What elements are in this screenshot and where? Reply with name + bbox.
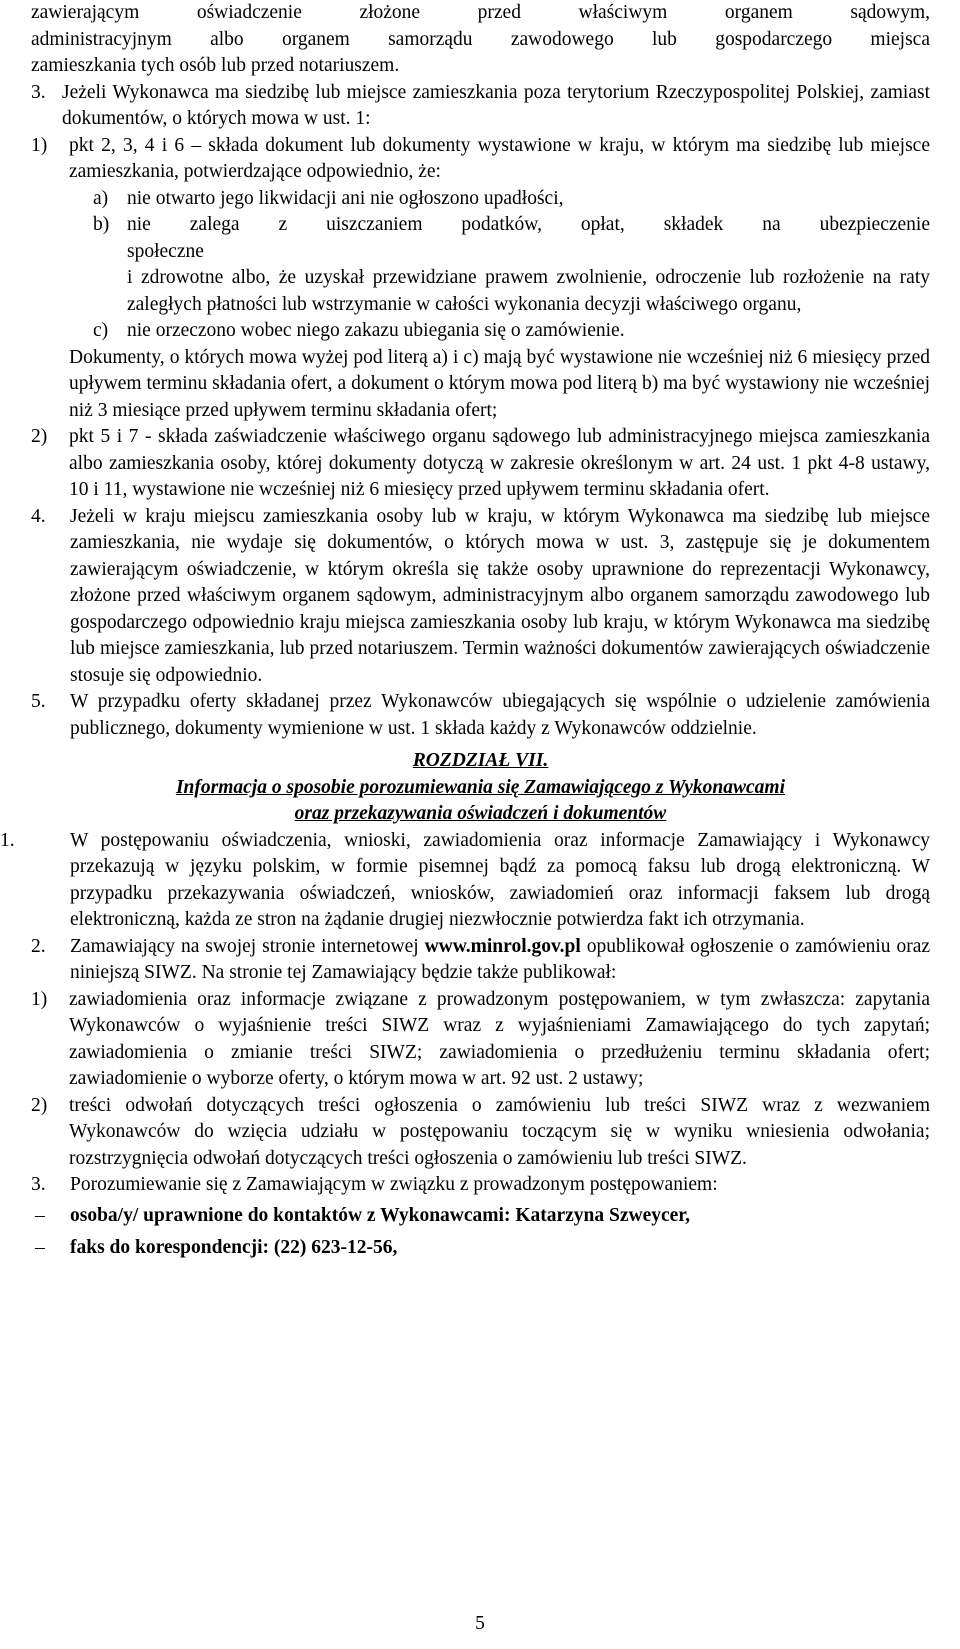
- chapter-subtitle: Informacja o sposobie porozumiewania się Zamawiającego z Wykonawcami: [175, 776, 786, 798]
- section-text-pre: Zamawiający na swojej stronie internetowej: [70, 935, 425, 957]
- section-2-item-2: [31, 1093, 930, 1173]
- chapter-heading: [31, 748, 930, 828]
- item-number: 1): [31, 134, 48, 156]
- section-text: Porozumiewanie się z Zamawiającym w związku z prowadzonym postępowaniem:: [70, 1174, 718, 1195]
- section-text: W postępowaniu oświadczenia, wnioski, zawiadomienia oraz informacje Zamawiający i Wykonawcy przekazują w języku polskim, w formie pisemnej bądź za pomocą faksu lub drogą elektroniczną. W przypadku przekazywania oświadczeń, wniosków, zawiadomień oraz informacji faksem lub drogą elektroniczną, każda ze stron na żądanie drugiej niezwłocznie potwierdza fakt ich otrzymania.: [70, 829, 930, 930]
- point-3-item-1-c: [31, 318, 930, 345]
- website-link[interactable]: www.minrol.gov.pl: [424, 935, 581, 957]
- section-text-post: opublikował ogłoszenie o zamówieniu oraz niniejszą SIWZ. Na stronie tej Zamawiający będzie także publikował:: [70, 935, 931, 983]
- section-number: 3.: [31, 1174, 46, 1195]
- intro-line: zawierającym oświadczenie złożone przed właściwym organem sądowym,: [31, 2, 930, 23]
- point-number: 5.: [31, 691, 46, 712]
- point-number: 3.: [31, 81, 46, 103]
- letter-marker: c): [93, 320, 109, 341]
- letter-text: nie otwarto jego likwidacji ani nie ogłoszono upadłości,: [127, 187, 564, 209]
- letter-text: nie orzeczono wobec niego zakazu ubiegania się o zamówienie.: [127, 320, 625, 341]
- section-2-item-1: [31, 987, 930, 1093]
- chapter-title: ROZDZIAŁ VII.: [412, 750, 549, 771]
- item-text: pkt 5 i 7 - składa zaświadczenie właściwego organu sądowego lub administracyjnego miejsca zamieszkania albo zamieszkania osoby, której dokumenty dotyczą w zakresie określonym w art. 24 ust. 1 pkt 4-8 ustawy, 10 i 11, wystawione nie wcześniej niż 6 miesięcy przed upływem terminu składania ofert.: [69, 426, 930, 500]
- point-3-item-1-b: [31, 212, 930, 318]
- fax-item: [31, 1235, 930, 1262]
- letter-marker: a): [93, 187, 109, 209]
- letter-marker: b): [93, 214, 110, 235]
- point-text: Jeżeli Wykonawca ma siedzibę lub miejsce zamieszkania poza terytorium Rzeczypospolitej Polskiej, zamiast dokumentów, o których mowa w ust. 1:: [62, 81, 930, 129]
- dash-marker: –: [35, 1204, 45, 1226]
- chapter-subtitle: oraz przekazywania oświadczeń i dokumentów: [294, 803, 667, 824]
- item-number: 1): [31, 988, 48, 1010]
- section-text: [70, 934, 930, 987]
- section-2: [31, 934, 930, 987]
- point-3-item-1: [31, 133, 930, 186]
- item-number: 2): [31, 426, 48, 447]
- intro-paragraph: [31, 0, 930, 80]
- point-text: Jeżeli w kraju miejscu zamieszkania osoby lub w kraju, w którym Wykonawca ma siedzibę lub miejsce zamieszkania, nie wydaje się dokumentów, o których mowa w ust. 3, zastępuje się je dokumentem zawierającym oświadczenie, w którym określa się także osoby uprawnione do reprezentacji Wykonawcy, złożone przed właściwym organem sądowym, administracyjnym albo organem samorządu zawodowego lub gospodarczego odpowiednio kraju miejsca zamieszkania osoby lub kraju, w którym Wykonawca ma siedzibę lub miejsce zamieszkania, lub przed notariuszem. Termin ważności dokumentów zawierających oświadczenie stosuje się odpowiednio.: [70, 505, 930, 686]
- documents-validity-note: Dokumenty, o których mowa wyżej pod literą a) i c) mają być wystawione nie wcześniej niż 6 miesięcy przed upływem terminu składania ofert, a dokument o którym mowa pod literą b) ma być wystawiony nie wcześniej niż 3 miesiące przed upływem terminu składania ofert;: [69, 346, 930, 421]
- item-text: pkt 2, 3, 4 i 6 – składa dokument lub dokumenty wystawione w kraju, w którym ma siedzibę lub miejsce zamieszkania, potwierdzające odpowiednio, że:: [69, 134, 930, 182]
- fax-text: faks do korespondencji: (22) 623-12-56,: [70, 1237, 398, 1258]
- point-3-item-2: [31, 424, 930, 504]
- letter-text: i zdrowotne albo, że uzyskał przewidziane prawem zwolnienie, odroczenie lub rozłożenie na raty zaległych płatności lub wstrzymanie w całości wykonania decyzji właściwego organu,: [127, 267, 930, 315]
- intro-line: administracyjnym albo organem samorządu zawodowego lub gospodarczego miejsca: [31, 28, 930, 50]
- section-1: [0, 828, 930, 934]
- section-number: 2.: [31, 935, 46, 957]
- letter-text: nie zalega z uiszczaniem podatków, opłat, składek na ubezpieczenie: [127, 214, 930, 235]
- contact-person-item: [31, 1203, 930, 1230]
- point-text: W przypadku oferty składanej przez Wykonawców ubiegających się wspólnie o udzielenie zamówienia publicznego, dokumenty wymienione w ust. 1 składa każdy z Wykonawców oddzielnie.: [70, 691, 930, 739]
- letter-text: społeczne: [127, 240, 204, 262]
- item-number: 2): [31, 1094, 48, 1116]
- section-number: 1.: [0, 829, 15, 851]
- dash-marker: –: [35, 1237, 45, 1258]
- point-number: 4.: [31, 505, 46, 527]
- section-3: [31, 1172, 930, 1199]
- point-3-item-1-a: [31, 186, 930, 213]
- intro-line: zamieszkania tych osób lub przed notariuszem.: [31, 55, 400, 76]
- page-number: 5: [475, 1613, 485, 1634]
- point-4: [31, 504, 930, 690]
- item-text: treści odwołań dotyczących treści ogłoszenia o zamówieniu lub treści SIWZ wraz z wezwaniem Wykonawców do wzięcia udziału w postępowaniu toczącym się w wyniku wniesienia odwołania; rozstrzygnięcia odwołań dotyczących treści ogłoszenia o zamówieniu lub treści SIWZ.: [69, 1094, 930, 1169]
- item-text: zawiadomienia oraz informacje związane z prowadzonym postępowaniem, w tym zwłaszcza: zapytania Wykonawców o wyjaśnienie treści SIWZ wraz z wyjaśnieniami Zamawiającego do tych zapytań; zawiadomienia o zmianie treści SIWZ; zawiadomienia o przedłużeniu terminu składania ofert; zawiadomienie o wyborze oferty, o którym mowa w art. 92 ust. 2 ustawy;: [69, 988, 930, 1089]
- contact-person-text: osoba/y/ uprawnione do kontaktów z Wykonawcami: Katarzyna Szweycer,: [70, 1204, 691, 1226]
- point-3: [31, 80, 930, 133]
- point-5: [31, 689, 930, 742]
